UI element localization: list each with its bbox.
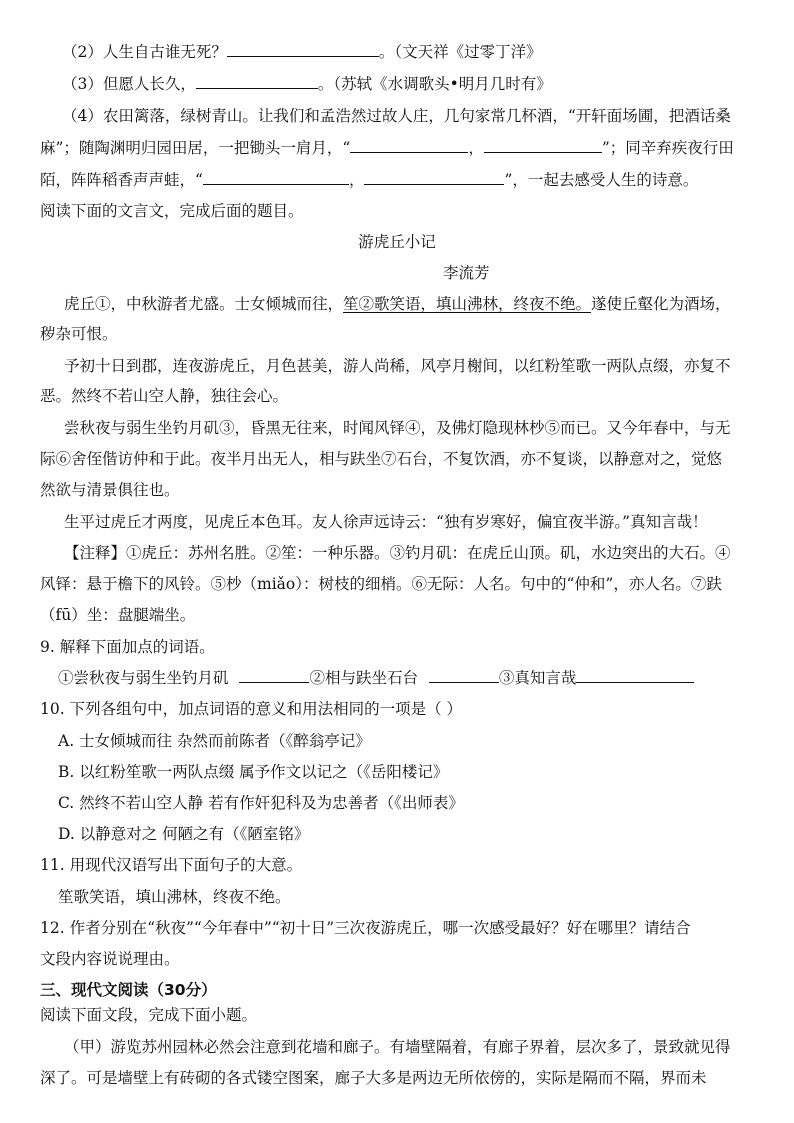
question-9: 9. 解释下面加点的词语。 — [40, 638, 215, 656]
passage-p1-line1 — [64, 294, 731, 314]
passage-p4-line1: 生平过虎丘才两度，见虎丘本色耳。友人徐声远诗云：“独有岁寒好，偏宜夜半游。”真知言哉！ — [64, 513, 708, 531]
fill-q2-source: 。（文天祥《过零丁洋》 — [378, 43, 542, 61]
passage-p3-line1: 尝秋夜与弱生坐钓月矶③，昏黑无往来，时闻风铎④，及佛灯隐现林杪⑤而已。又今年春中，与无 — [64, 419, 731, 437]
q9-item-1: ①尝秋夜与弱生坐钓月矶 — [58, 669, 229, 687]
passage-p2-line1: 予初十日到郡，连夜游虎丘，月色甚美，游人尚稀，风亭月榭间，以红粉笙歌一两队点缀，亦复不 — [64, 357, 731, 375]
fill-q4-line3 — [40, 170, 698, 190]
question-11: 11. 用现代汉语写出下面句子的大意。 — [40, 856, 303, 874]
fill-q3 — [62, 74, 552, 94]
question-12-line2: 文段内容说说理由。 — [40, 950, 180, 968]
passage-p3-line2: 际⑥舍侄偕访仲和于此。夜半月出无人，相与趺坐⑦石台，不复饮酒，亦不复谈，以静意对之，觉悠 — [40, 450, 723, 468]
notes-line1: 【注释】①虎丘：苏州名胜。②笙：一种乐器。③钓月矶：在虎丘山顶。矶，水边突出的大石。④ — [64, 544, 731, 562]
notes-line2: 风铎：悬于檐下的风铃。⑤杪（miǎo）：树枝的细梢。⑥无际：人名。句中的“仲和”，亦人名。⑦趺 — [40, 575, 722, 593]
question-12-line1: 12. 作者分别在“秋夜”“今年春中”“初十日”三次夜游虎丘，哪一次感受最好？好在哪里？请结合 — [40, 919, 691, 937]
q10-option-a[interactable]: A. 士女倾城而往 杂然而前陈者（《醉翁亭记》 — [58, 732, 371, 750]
passage-text: 虎丘①，中秋游者尤盛。士女倾城而往， — [64, 295, 344, 313]
passage-p3-line3: 然欲与清景俱往也。 — [40, 481, 180, 499]
fill-q3-text: （3）但愿人长久， — [62, 75, 196, 93]
answer-blank[interactable] — [196, 74, 318, 89]
question-9-items — [58, 668, 694, 688]
fill-q4-comma: ， — [468, 139, 484, 157]
passage-p2-line2: 恶。然终不若山空人静，独往会心。 — [40, 387, 289, 405]
fill-q4-line1: （4）农田篱落，绿树青山。让我们和孟浩然过故人庄，几句家常几杯酒，“开轩面场圃，把酒话桑 — [62, 107, 731, 125]
modern-p1-line1: （甲）游览苏州园林必然会注意到花墙和廊子。有墙壁隔着，有廊子界着，层次多了，景致就见得 — [64, 1038, 731, 1056]
passage-p1-line2: 秽杂可恨。 — [40, 325, 118, 343]
modern-p1-line2: 深了。可是墙壁上有砖砌的各式镂空图案，廊子大多是两边无所依傍的，实际是隔而不隔，界而未 — [40, 1069, 707, 1087]
classical-intro: 阅读下面的文言文，完成后面的题目。 — [40, 202, 304, 220]
underlined-sentence: 笙②歌笑语，填山沸林，终夜不绝。 — [343, 295, 592, 313]
q10-option-b[interactable]: B. 以红粉笙歌一两队点缀 属予作文以记之（《岳阳楼记》 — [58, 763, 449, 781]
fill-q2 — [62, 42, 542, 62]
q11-sentence: 笙歌笑语，填山沸林，终夜不绝。 — [58, 888, 291, 906]
q9-item-3: ③真知言哉 — [498, 669, 577, 687]
fill-q4-text: ”，一起去感受人生的诗意。 — [504, 171, 699, 189]
answer-blank[interactable] — [429, 668, 499, 683]
answer-blank[interactable] — [576, 668, 694, 683]
answer-blank[interactable] — [203, 170, 349, 185]
answer-blank[interactable] — [364, 170, 504, 185]
fill-q2-text: （2）人生自古谁无死？ — [62, 43, 227, 61]
fill-q4-line2 — [40, 138, 734, 158]
section-heading: 三、现代文阅读（30分） — [40, 981, 217, 999]
q9-item-2: ②相与趺坐石台 — [309, 669, 418, 687]
q10-option-c[interactable]: C. 然终不若山空人静 若有作奸犯科及为忠善者（《出师表》 — [58, 794, 464, 812]
answer-blank[interactable] — [227, 42, 379, 57]
passage-author: 李流芳 — [443, 264, 490, 282]
q10-option-d[interactable]: D. 以静意对之 何陋之有（《陋室铭》 — [58, 825, 310, 843]
fill-q4-text: 陌，阵阵稻香声声蛙，“ — [40, 171, 203, 189]
fill-q4-text: ”；同辛弃疾夜行田 — [601, 139, 734, 157]
notes-line3: （fū）坐：盘腿端坐。 — [40, 606, 196, 624]
fill-q4-comma: ， — [348, 171, 365, 189]
passage-title: 游虎丘小记 — [358, 233, 436, 251]
answer-blank[interactable] — [239, 668, 309, 683]
modern-intro: 阅读下面文段，完成下面小题。 — [40, 1006, 258, 1024]
fill-q3-source: 。（苏轼《水调歌头•明月几时有》 — [317, 75, 552, 93]
fill-q4-text: 麻”；随陶渊明归园田居，一把锄头一肩月，“ — [40, 139, 351, 157]
answer-blank[interactable] — [350, 138, 468, 153]
question-10: 10. 下列各组句中，加点词语的意义和用法相同的一项是（ ） — [40, 700, 463, 718]
passage-text: 遂使丘壑化为酒场， — [591, 295, 731, 313]
answer-blank[interactable] — [484, 138, 602, 153]
